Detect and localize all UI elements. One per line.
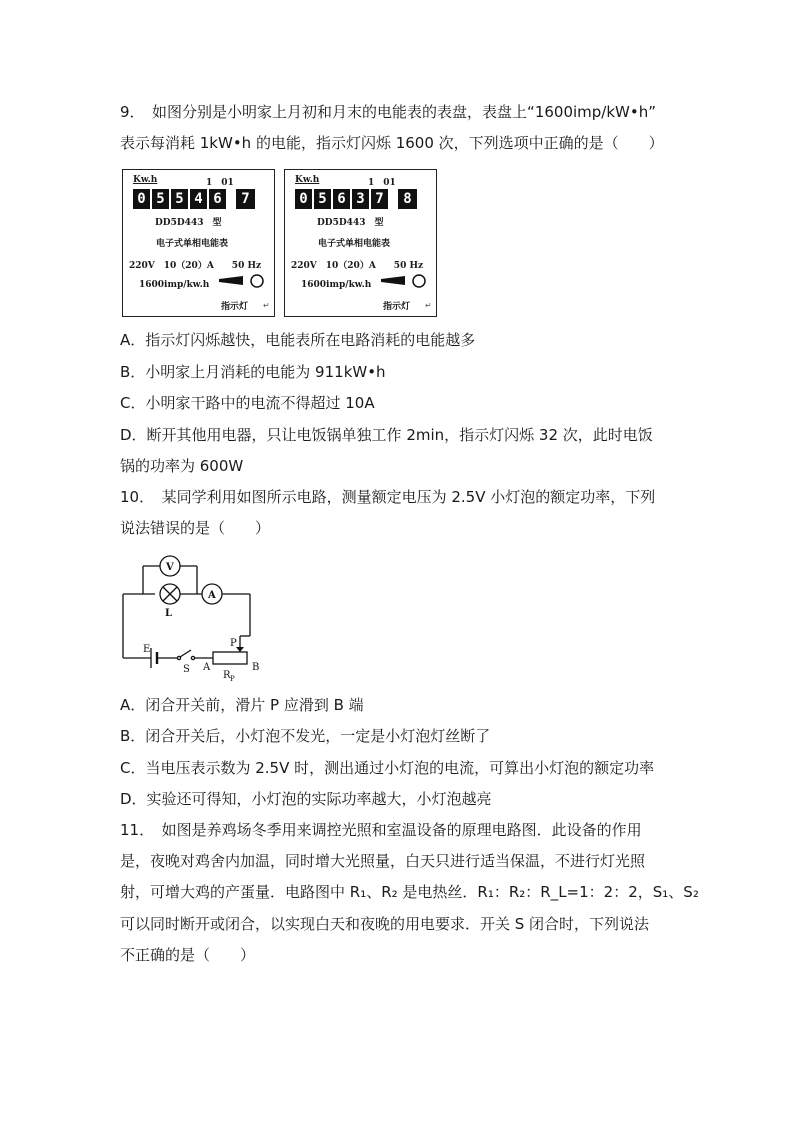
meter-multiplier: 1 01 xyxy=(206,178,234,188)
indicator-lamp-icon xyxy=(217,273,267,291)
q11-stem-line-5: 不正确的是（ ） xyxy=(120,946,256,964)
meter-name: 电子式单相电能表 xyxy=(318,239,391,249)
meter-unit: Kw.h xyxy=(133,175,158,185)
q9-option-d-line-1: D．断开其他用电器，只让电饭锅单独工作 2min，指示灯闪烁 32 次，此时电饭 xyxy=(120,426,653,444)
meter-digit: 6 xyxy=(333,189,350,209)
meter-digit: 7 xyxy=(371,189,388,209)
meter-digit: 5 xyxy=(171,189,188,209)
meter-digit: 3 xyxy=(352,189,369,209)
meter-decimal-digit: 8 xyxy=(398,189,417,209)
meter-imp-rate: 1600imp/kw.h xyxy=(139,280,210,290)
meter-lamp-label: 指示灯 xyxy=(221,302,249,312)
meter-lamp-label: 指示灯 xyxy=(383,302,411,312)
rheostat-subscript: P xyxy=(230,675,235,683)
end-b-label: B xyxy=(252,662,260,673)
q11-stem-line-2: 是，夜晚对鸡舍内加温，同时增大光照量，白天只进行适当保温，不进行灯光照 xyxy=(120,852,646,870)
q11-stem-line-3: 射，可增大鸡的产蛋量．电路图中 R₁、R₂ 是电热丝．R₁：R₂：R_L=1：2：2，S₁、S₂ xyxy=(120,883,699,901)
paragraph-mark-icon: ↵ xyxy=(425,301,432,310)
ammeter-label: A xyxy=(208,590,216,601)
q10-stem-line-2: 说法错误的是（ ） xyxy=(120,519,271,537)
q11-stem-line-1: 11． 如图是养鸡场冬季用来调控光照和室温设备的原理电路图．此设备的作用 xyxy=(120,821,642,839)
meter-digit: 5 xyxy=(314,189,331,209)
q11-stem-line-4: 可以同时断开或闭合，以实现白天和夜晚的用电要求．开关 S 闭合时，下列说法 xyxy=(120,915,650,933)
meter-start-of-month xyxy=(122,169,275,317)
q10-stem-line-1: 10． 某同学利用如图所示电路，测量额定电压为 2.5V 小灯泡的额定功率，下列 xyxy=(120,488,656,506)
meter-end-of-month xyxy=(284,169,437,317)
meter-digits xyxy=(133,189,257,209)
meter-digit: 0 xyxy=(295,189,312,209)
meter-multiplier: 1 01 xyxy=(368,178,396,188)
meter-imp-rate: 1600imp/kw.h xyxy=(301,280,372,290)
q10-option-c: C．当电压表示数为 2.5V 时，测出通过小灯泡的电流，可算出小灯泡的额定功率 xyxy=(120,759,655,777)
meter-digit: 4 xyxy=(190,189,207,209)
meter-digit: 0 xyxy=(133,189,150,209)
voltmeter-label: V xyxy=(166,562,174,573)
meter-spec: 220V 10（20）A 50 Hz xyxy=(129,261,262,271)
paragraph-mark-icon: ↵ xyxy=(263,301,270,310)
switch-label: S xyxy=(183,664,190,675)
meter-digits xyxy=(295,189,419,209)
lamp-label: L xyxy=(165,608,173,619)
meter-decimal-digit: 7 xyxy=(236,189,255,209)
meter-spec: 220V 10（20）A 50 Hz xyxy=(291,261,424,271)
q9-option-c: C．小明家干路中的电流不得超过 10A xyxy=(120,394,375,412)
q10-option-d: D．实验还可得知，小灯泡的实际功率越大，小灯泡越亮 xyxy=(120,790,492,808)
q9-option-b: B．小明家上月消耗的电能为 911kW•h xyxy=(120,363,386,381)
meter-model: DD5D443 型 xyxy=(317,218,384,228)
meter-model: DD5D443 型 xyxy=(155,218,222,228)
meter-name: 电子式单相电能表 xyxy=(156,239,229,249)
q10-option-a: A．闭合开关前，滑片 P 应滑到 B 端 xyxy=(120,696,364,714)
meter-digit: 5 xyxy=(152,189,169,209)
indicator-lamp-icon xyxy=(379,273,429,291)
q9-stem-line-1: 9． 如图分别是小明家上月初和月末的电能表的表盘，表盘上“1600imp/kW•h” xyxy=(120,103,656,121)
q9-option-a: A．指示灯闪烁越快，电能表所在电路消耗的电能越多 xyxy=(120,331,476,349)
meter-digit: 6 xyxy=(209,189,226,209)
slider-label: P xyxy=(230,638,237,649)
q10-circuit-diagram xyxy=(115,548,265,683)
q9-option-d-line-2: 锅的功率为 600W xyxy=(120,457,244,475)
rheostat-label: R xyxy=(223,670,231,681)
battery-label: E xyxy=(143,644,151,655)
meter-unit: Kw.h xyxy=(295,175,320,185)
end-a-label: A xyxy=(203,662,211,673)
q10-option-b: B．闭合开关后，小灯泡不发光，一定是小灯泡灯丝断了 xyxy=(120,727,491,745)
q9-stem-line-2: 表示每消耗 1kW•h 的电能，指示灯闪烁 1600 次，下列选项中正确的是（ ） xyxy=(120,134,664,152)
